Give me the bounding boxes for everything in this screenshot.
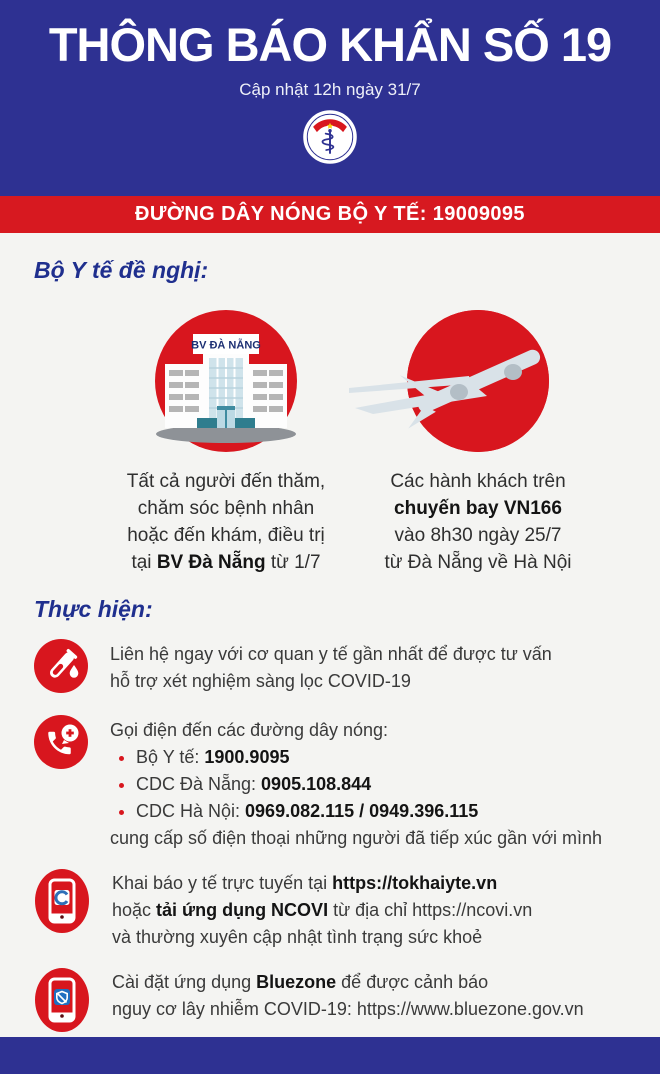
flight-caption (352, 468, 604, 576)
update-timestamp: Cập nhật 12h ngày 31/7 (239, 79, 421, 99)
hospital-caption (100, 468, 352, 576)
request-icons-row (100, 310, 660, 452)
hotline-item: • CDC Đà Nẵng: 0905.108.844 (136, 771, 602, 798)
bluezone-app-icon (34, 967, 90, 1033)
action-line: Khai báo y tế trực tuyến tại https://tokhaiyte.vn (112, 873, 498, 893)
action-bluezone (34, 967, 644, 1033)
action-line: nguy cơ lây nhiễm COVID-19: https://www.bluezone.gov.vn (112, 999, 584, 1019)
hotline-list (110, 744, 602, 825)
caption-line: tại BV Đà Nẵng từ 1/7 (131, 552, 321, 573)
action-line: Liên hệ ngay với cơ quan y tế gần nhất để được tư vấn (110, 644, 552, 664)
action-line: hoặc tải ứng dụng NCOVI từ địa chỉ https://ncovi.vn (112, 900, 533, 920)
caption-line: chuyến bay VN166 (394, 498, 562, 519)
ministry-of-health-logo-icon (301, 108, 359, 166)
action-testing (34, 639, 644, 695)
test-tube-icon (34, 639, 88, 693)
footer-bar (0, 1037, 660, 1074)
hotline-item: • CDC Hà Nội: 0969.082.115 / 0949.396.115 (136, 798, 602, 825)
actions-heading: Thực hiện: (34, 596, 153, 622)
caption-line: vào 8h30 ngày 25/7 (394, 525, 562, 546)
caption-line: Các hành khách trên (390, 471, 566, 492)
airplane-icon (407, 310, 549, 452)
caption-line: Tất cả người đến thăm, (126, 471, 326, 492)
action-line: Gọi điện đến các đường dây nóng: (110, 720, 389, 740)
caption-line: từ Đà Nẵng về Hà Nội (384, 552, 572, 573)
hospital-icon (155, 310, 297, 452)
request-captions-row (100, 468, 660, 576)
request-heading: Bộ Y tế đề nghị: (34, 257, 209, 283)
caption-line: hoặc đến khám, điều trị (127, 525, 325, 546)
action-line: và thường xuyên cập nhật tình trạng sức khoẻ (112, 927, 483, 947)
caption-line: chăm sóc bệnh nhân (137, 498, 315, 519)
action-hotlines (34, 715, 644, 852)
ncovi-app-icon (34, 868, 90, 934)
action-line: hỗ trợ xét nghiệm sàng lọc COVID-19 (110, 671, 411, 691)
poster-body (0, 233, 660, 1037)
hotline-banner-text: ĐƯỜNG DÂY NÓNG BỘ Y TẾ: 19009095 (135, 203, 525, 225)
hospital-sign-label: BV ĐÀ NẴNG (191, 339, 261, 352)
action-line: Cài đặt ứng dụng Bluezone để được cảnh báo (112, 972, 489, 992)
phone-plus-icon (34, 715, 88, 769)
action-line: cung cấp số điện thoại những người đã tiếp xúc gần với mình (110, 828, 603, 848)
poster-title: THÔNG BÁO KHẨN SỐ 19 (48, 18, 612, 71)
action-health-declaration (34, 868, 644, 951)
header (0, 0, 660, 196)
hotline-item: • Bộ Y tế: 1900.9095 (136, 744, 602, 771)
hotline-banner (0, 196, 660, 233)
